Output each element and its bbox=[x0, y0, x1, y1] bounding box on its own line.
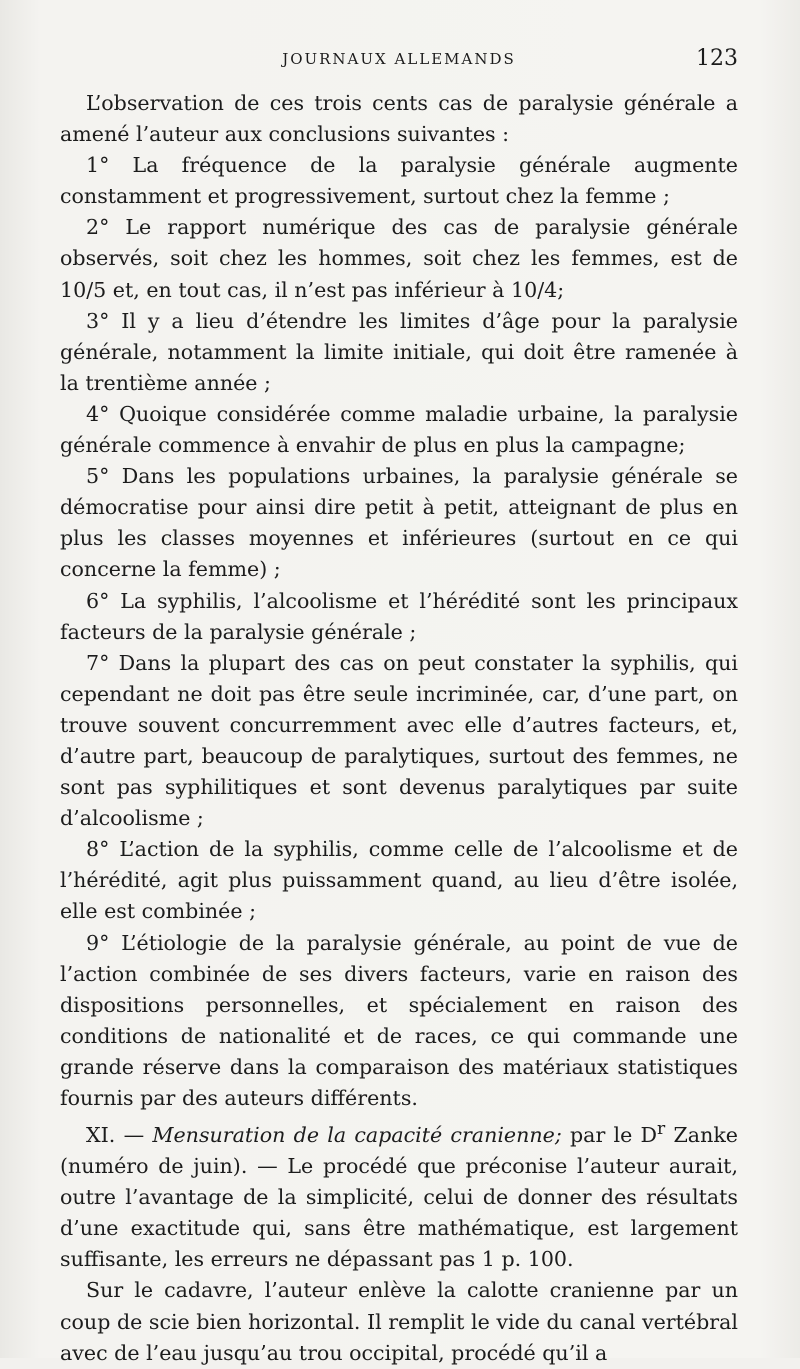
conclusion-9: 9° L’étiologie de la paralysie générale, au point de vue de l’action combinée de ses divers facteurs, varie en raison des dispositions personnelles, et spécialement en raison des conditions de nationalité et de races, ce qui commande une grande réserve dans la comparaison des matériaux statistiques fournis par des auteurs différents. bbox=[60, 930, 738, 1110]
doctor-superscript: r bbox=[657, 1119, 666, 1140]
section-xi-paragraph bbox=[60, 1114, 738, 1275]
conclusion-3: 3° Il y a lieu d’étendre les limites d’âge pour la paralysie générale, notamment la limite initiale, qui doit être ramenée à la trentième année ; bbox=[60, 308, 738, 395]
running-head: JOURNAUX ALLEMANDS bbox=[282, 50, 516, 68]
conclusion-1: 1° La fréquence de la paralysie générale augmente constamment et progressivement, surtout chez la femme ; bbox=[60, 153, 738, 209]
conclusion-6: 6° La syphilis, l’alcoolisme et l’hérédité sont les principaux facteurs de la paralysie générale ; bbox=[60, 588, 738, 644]
conclusion-7: 7° Dans la plupart des cas on peut constater la syphilis, qui cependant ne doit pas être seule incriminée, car, d’une part, on trouve souvent concurremment avec elle d’autres facteurs, et, d’autre part, beaucoup de paralytiques, surtout des femmes, ne sont pas syphilitiques et sont devenus paralytiques par suite d’alcoolisme ; bbox=[60, 650, 738, 831]
section-number: XI. — bbox=[86, 1122, 145, 1147]
final-paragraph: Sur le cadavre, l’auteur enlève la calotte cranienne par un coup de scie bien horizontal. Il remplit le vide du canal vertébral avec de l’eau jusqu’au trou occipital, procédé qu’il a bbox=[60, 1278, 738, 1365]
conclusion-4: 4° Quoique considérée comme maladie urbaine, la paralysie générale commence à envahir de plus en plus la campagne; bbox=[60, 401, 738, 458]
intro-paragraph: L’observation de ces trois cents cas de paralysie générale a amené l’auteur aux conclusions suivantes : bbox=[60, 91, 738, 147]
conclusion-8: 8° L’action de la syphilis, comme celle de l’alcoolisme et de l’hérédité, agit plus puissamment quand, au lieu d’être isolée, elle est combinée ; bbox=[60, 837, 738, 924]
section-body-start: par le D bbox=[570, 1122, 658, 1147]
body-text bbox=[60, 88, 738, 1369]
section-title: Mensuration de la capacité cranienne; bbox=[152, 1122, 562, 1147]
page-number: 123 bbox=[696, 46, 738, 71]
section-body-rest: Zanke (numéro de juin). — Le procédé que préconise l’auteur aurait, outre l’avantage de la simplicité, celui de donner des résultats d’une exactitude qui, sans être mathématique, est largement suffisante, les erreurs ne dépassant pas 1 p. 100. bbox=[60, 1122, 738, 1272]
conclusion-5: 5° Dans les populations urbaines, la paralysie générale se démocratise pour ainsi dire petit à petit, atteignant de plus en plus les classes moyennes et inférieures (surtout en ce qui concerne la femme) ; bbox=[60, 464, 738, 582]
page-header bbox=[60, 46, 738, 76]
conclusion-2: 2° Le rapport numérique des cas de paralysie générale observés, soit chez les hommes, soit chez les femmes, est de 10/5 et, en tout cas, il n’est pas inférieur à 10/4; bbox=[60, 215, 738, 302]
